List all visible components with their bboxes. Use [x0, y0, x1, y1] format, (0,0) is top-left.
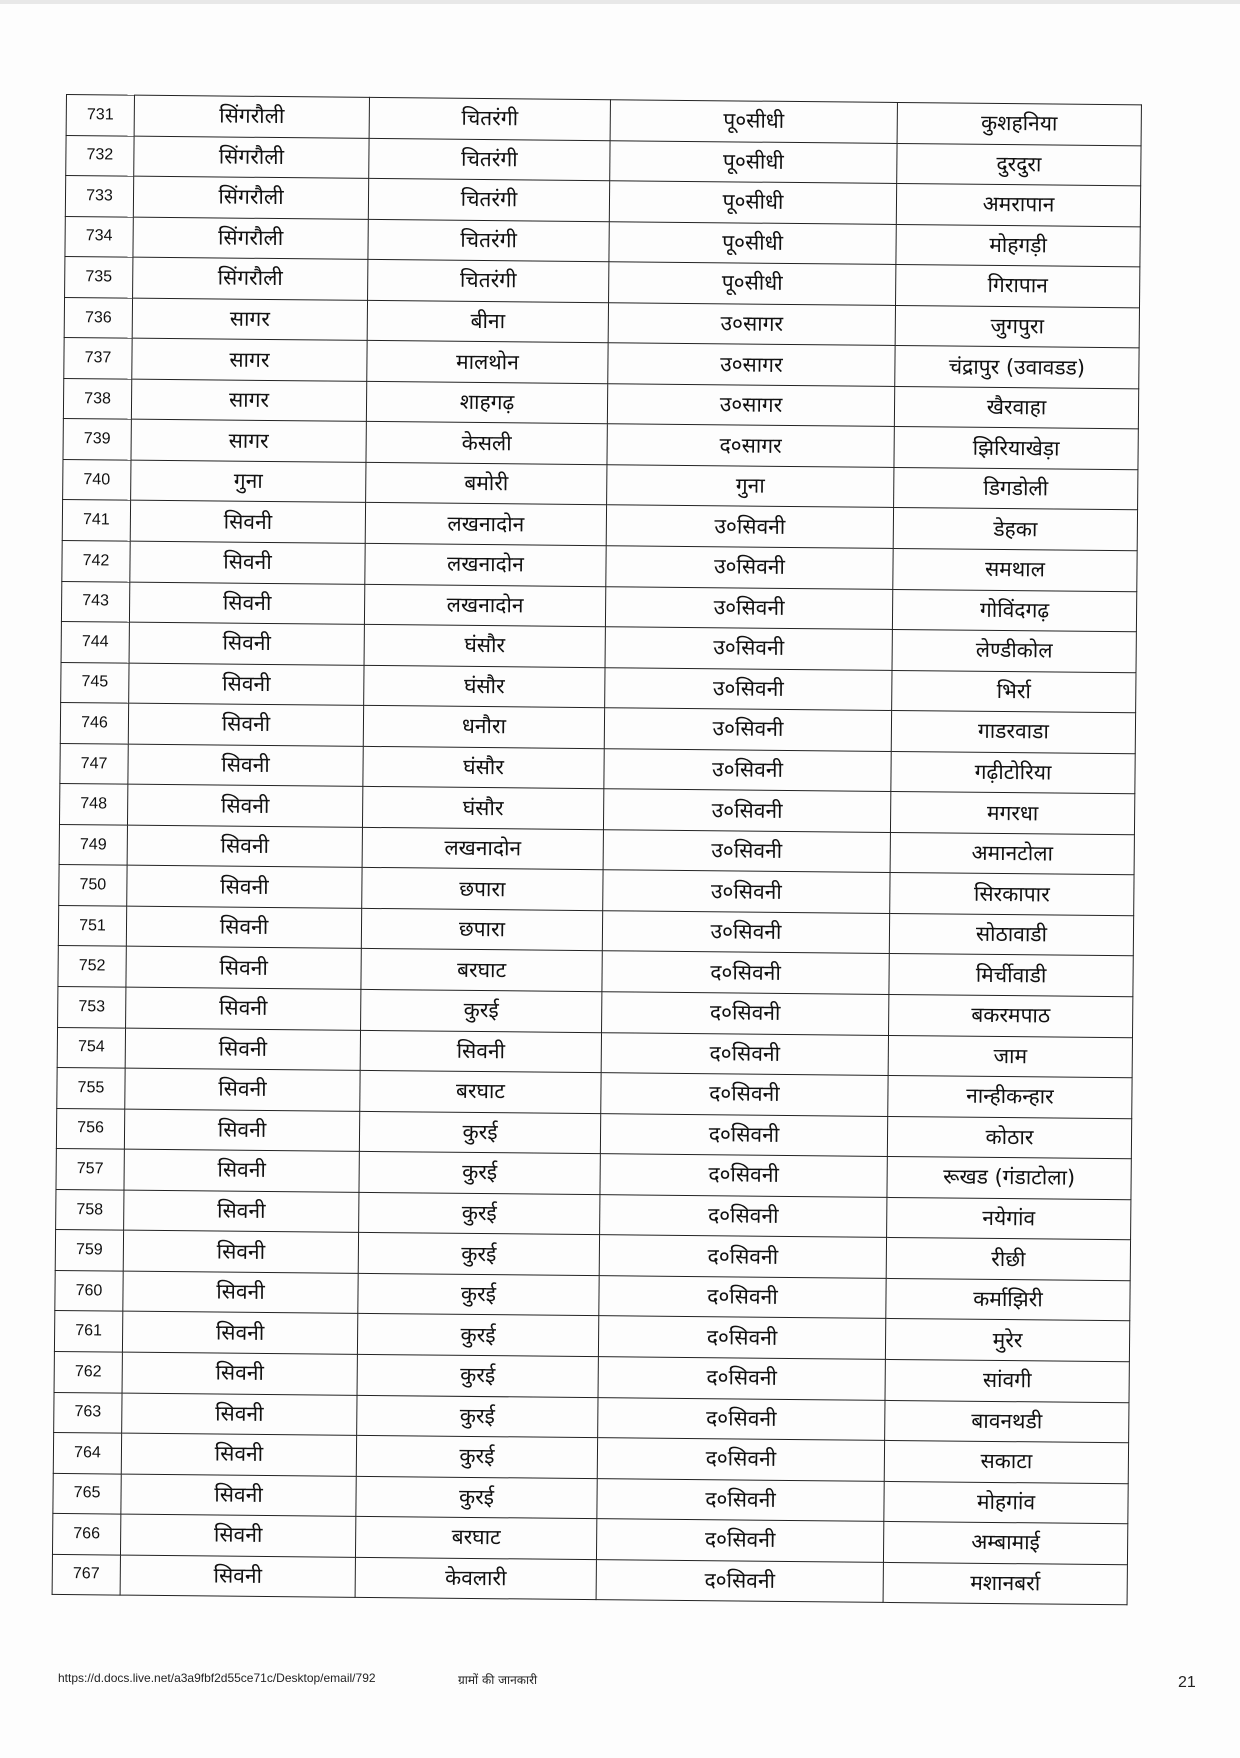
- village-cell: अमानटोला: [890, 832, 1134, 875]
- block-cell: घंसौर: [364, 624, 605, 667]
- village-cell: मगरधा: [890, 792, 1134, 835]
- village-cell: जाम: [888, 1035, 1132, 1078]
- village-cell: गिरापान: [896, 265, 1140, 308]
- block-cell: कुरई: [359, 1192, 600, 1235]
- circle-cell: द०सागर: [607, 424, 894, 467]
- block-cell: कुरई: [358, 1273, 599, 1316]
- serial-number-cell: 759: [55, 1230, 123, 1271]
- circle-cell: उ०सिवनी: [605, 627, 892, 670]
- district-cell: सागर: [131, 379, 366, 422]
- district-cell: सिवनी: [121, 1474, 356, 1517]
- circle-cell: पू०सीधी: [609, 221, 896, 264]
- district-cell: गुना: [131, 460, 366, 503]
- block-cell: कुरई: [359, 1152, 600, 1195]
- circle-cell: द०सिवनी: [599, 1235, 886, 1278]
- district-cell: सिवनी: [130, 501, 365, 544]
- village-cell: गोविंदगढ़: [892, 589, 1136, 632]
- circle-cell: उ०सिवनी: [606, 546, 893, 589]
- serial-number-cell: 767: [52, 1554, 120, 1595]
- serial-number-cell: 766: [52, 1514, 120, 1555]
- serial-number-cell: 744: [61, 622, 129, 663]
- serial-number-cell: 740: [63, 459, 131, 500]
- block-cell: बरघाट: [355, 1516, 596, 1559]
- circle-cell: उ०सागर: [607, 384, 894, 427]
- district-cell: सिवनी: [122, 1393, 357, 1436]
- serial-number-cell: 746: [60, 703, 128, 744]
- block-cell: लखनादोन: [365, 503, 606, 546]
- block-cell: कुरई: [361, 989, 602, 1032]
- district-cell: सिवनी: [120, 1514, 355, 1557]
- village-cell: मोहगांव: [884, 1481, 1128, 1524]
- serial-number-cell: 747: [60, 743, 128, 784]
- footer-url: https://d.docs.live.net/a3a9fbf2d55ce71c/Desktop/email/792: [58, 1671, 376, 1685]
- block-cell: लखनादोन: [365, 543, 606, 586]
- village-cell: चंद्रापुर (उवावडड): [895, 346, 1139, 389]
- village-cell: झिरियाखेड़ा: [894, 427, 1138, 470]
- circle-cell: उ०सागर: [608, 343, 895, 386]
- block-cell: छपारा: [361, 908, 602, 951]
- circle-cell: द०सिवनी: [597, 1478, 884, 1521]
- circle-cell: उ०सिवनी: [604, 708, 891, 751]
- village-cell: अमरापान: [896, 184, 1140, 227]
- circle-cell: उ०सिवनी: [603, 870, 890, 913]
- village-cell: मुरेर: [885, 1319, 1129, 1362]
- village-cell: समथाल: [893, 548, 1137, 591]
- district-cell: सागर: [132, 298, 367, 341]
- village-cell: रीछी: [886, 1238, 1130, 1281]
- block-cell: केवलारी: [355, 1557, 596, 1600]
- block-cell: चितरंगी: [369, 97, 610, 140]
- district-cell: सिवनी: [126, 987, 361, 1030]
- serial-number-cell: 751: [58, 905, 126, 946]
- village-cell: कोठार: [887, 1116, 1131, 1159]
- circle-cell: पू०सीधी: [610, 140, 897, 183]
- village-cell: नयेगांव: [887, 1197, 1131, 1240]
- serial-number-cell: 764: [53, 1432, 121, 1473]
- block-cell: घंसौर: [364, 665, 605, 708]
- district-cell: सिंगरौली: [133, 217, 368, 260]
- serial-number-cell: 743: [61, 581, 129, 622]
- circle-cell: उ०सिवनी: [602, 911, 889, 954]
- serial-number-cell: 745: [61, 662, 129, 703]
- serial-number-cell: 753: [58, 986, 126, 1027]
- block-cell: बमोरी: [366, 462, 607, 505]
- village-cell: गाडरवाडा: [891, 711, 1135, 754]
- block-cell: कुरई: [356, 1435, 597, 1478]
- block-cell: चितरंगी: [368, 260, 609, 303]
- district-cell: सिंगरौली: [133, 176, 368, 219]
- page-number: 21: [1178, 1674, 1196, 1691]
- serial-number-cell: 765: [53, 1473, 121, 1514]
- circle-cell: द०सिवनी: [598, 1357, 885, 1400]
- circle-cell: उ०सिवनी: [603, 830, 890, 873]
- village-cell: नान्हीकन्हार: [888, 1076, 1132, 1119]
- village-cell: कर्माझिरी: [886, 1278, 1130, 1321]
- district-cell: सिवनी: [127, 784, 362, 827]
- serial-number-cell: 733: [65, 176, 133, 217]
- district-cell: सिवनी: [120, 1555, 355, 1598]
- block-cell: बरघाट: [361, 949, 602, 992]
- village-cell: रूखड (गंडाटोला): [887, 1157, 1131, 1200]
- district-cell: सागर: [132, 338, 367, 381]
- block-cell: कुरई: [357, 1395, 598, 1438]
- circle-cell: पू०सीधी: [609, 262, 896, 305]
- village-cell: भिर्रा: [892, 670, 1136, 713]
- block-cell: चितरंगी: [369, 138, 610, 181]
- block-cell: केसली: [366, 422, 607, 465]
- district-cell: सिवनी: [129, 663, 364, 706]
- circle-cell: उ०सिवनी: [603, 789, 890, 832]
- village-cell: कुशहनिया: [897, 102, 1141, 145]
- village-cell: खैरवाहा: [894, 386, 1138, 429]
- district-cell: सिंगरौली: [133, 257, 368, 300]
- circle-cell: द०सिवनी: [598, 1316, 885, 1359]
- district-cell: सिवनी: [121, 1433, 356, 1476]
- district-cell: सिवनी: [127, 825, 362, 868]
- circle-cell: उ०सिवनी: [605, 667, 892, 710]
- serial-number-cell: 738: [63, 378, 131, 419]
- serial-number-cell: 736: [64, 297, 132, 338]
- circle-cell: द०सिवनी: [597, 1438, 884, 1481]
- village-cell: मोहगड़ी: [896, 224, 1140, 267]
- circle-cell: द०सिवनी: [596, 1519, 883, 1562]
- village-cell: जुगपुरा: [895, 305, 1139, 348]
- serial-number-cell: 735: [65, 257, 133, 298]
- block-cell: छपारा: [362, 868, 603, 911]
- village-cell: गढ़ीटोरिया: [891, 751, 1135, 794]
- serial-number-cell: 752: [58, 946, 126, 987]
- village-cell: डेहका: [893, 508, 1137, 551]
- district-cell: सिंगरौली: [134, 136, 369, 179]
- serial-number-cell: 732: [66, 135, 134, 176]
- serial-number-cell: 760: [55, 1270, 123, 1311]
- district-cell: सिवनी: [125, 1068, 360, 1111]
- district-cell: सिवनी: [129, 622, 364, 665]
- block-cell: बीना: [367, 300, 608, 343]
- block-cell: धनौरा: [363, 706, 604, 749]
- village-table: [52, 94, 1142, 1605]
- circle-cell: द०सिवनी: [601, 1073, 888, 1116]
- district-cell: सिवनी: [124, 1190, 359, 1233]
- block-cell: कुरई: [357, 1354, 598, 1397]
- block-cell: शाहगढ़: [366, 381, 607, 424]
- serial-number-cell: 734: [65, 216, 133, 257]
- village-cell: बावनथडी: [885, 1400, 1129, 1443]
- district-cell: सिवनी: [128, 703, 363, 746]
- district-cell: सिवनी: [126, 947, 361, 990]
- village-cell: सिरकापार: [890, 873, 1134, 916]
- village-cell: दुरदुरा: [897, 143, 1141, 186]
- serial-number-cell: 742: [62, 540, 130, 581]
- village-cell: मिर्चीवाडी: [889, 954, 1133, 997]
- serial-number-cell: 741: [62, 500, 130, 541]
- block-cell: कुरई: [359, 1111, 600, 1154]
- district-cell: सिंगरौली: [134, 95, 369, 138]
- block-cell: घंसौर: [362, 787, 603, 830]
- village-table-wrapper: [52, 94, 1136, 1605]
- serial-number-cell: 756: [56, 1108, 124, 1149]
- district-cell: सिवनी: [122, 1352, 357, 1395]
- circle-cell: पू०सीधी: [610, 100, 897, 143]
- circle-cell: द०सिवनी: [600, 1154, 887, 1197]
- village-table-body: [52, 95, 1141, 1605]
- circle-cell: पू०सीधी: [609, 181, 896, 224]
- village-cell: सांवगी: [885, 1359, 1129, 1402]
- serial-number-cell: 749: [59, 824, 127, 865]
- circle-cell: उ०सिवनी: [604, 748, 891, 791]
- circle-cell: द०सिवनी: [602, 951, 889, 994]
- circle-cell: उ०सिवनी: [605, 586, 892, 629]
- district-cell: सिवनी: [123, 1230, 358, 1273]
- block-cell: लखनादोन: [362, 827, 603, 870]
- district-cell: सिवनी: [124, 1109, 359, 1152]
- serial-number-cell: 731: [66, 95, 134, 136]
- district-cell: सिवनी: [124, 1149, 359, 1192]
- serial-number-cell: 763: [54, 1392, 122, 1433]
- serial-number-cell: 750: [59, 865, 127, 906]
- district-cell: सिवनी: [128, 744, 363, 787]
- serial-number-cell: 748: [59, 784, 127, 825]
- serial-number-cell: 737: [64, 338, 132, 379]
- village-cell: सोठावाडी: [889, 913, 1133, 956]
- district-cell: सिवनी: [126, 906, 361, 949]
- district-cell: सिवनी: [123, 1271, 358, 1314]
- block-cell: घंसौर: [363, 746, 604, 789]
- circle-cell: द०सिवनी: [598, 1397, 885, 1440]
- serial-number-cell: 755: [57, 1068, 125, 1109]
- block-cell: बरघाट: [360, 1070, 601, 1113]
- district-cell: सिवनी: [130, 541, 365, 584]
- circle-cell: द०सिवनी: [599, 1276, 886, 1319]
- district-cell: सिवनी: [129, 582, 364, 625]
- circle-cell: उ०सिवनी: [606, 505, 893, 548]
- district-cell: सिवनी: [122, 1312, 357, 1355]
- village-cell: मशानबर्रा: [883, 1562, 1127, 1605]
- village-cell: लेण्डीकोल: [892, 630, 1136, 673]
- village-cell: सकाटा: [884, 1440, 1128, 1483]
- circle-cell: द०सिवनी: [600, 1194, 887, 1237]
- village-cell: अम्बामाई: [883, 1522, 1127, 1565]
- serial-number-cell: 758: [56, 1189, 124, 1230]
- serial-number-cell: 739: [63, 419, 131, 460]
- block-cell: कुरई: [357, 1314, 598, 1357]
- serial-number-cell: 754: [57, 1027, 125, 1068]
- circle-cell: द०सिवनी: [602, 992, 889, 1035]
- block-cell: कुरई: [358, 1233, 599, 1276]
- circle-cell: उ०सागर: [608, 302, 895, 345]
- block-cell: कुरई: [356, 1476, 597, 1519]
- block-cell: चितरंगी: [368, 179, 609, 222]
- district-cell: सागर: [131, 420, 366, 463]
- village-cell: बकरमपाठ: [889, 994, 1133, 1037]
- block-cell: चितरंगी: [368, 219, 609, 262]
- circle-cell: द०सिवनी: [600, 1113, 887, 1156]
- district-cell: सिवनी: [127, 866, 362, 909]
- circle-cell: गुना: [607, 465, 894, 508]
- block-cell: मालथोन: [367, 341, 608, 384]
- district-cell: सिवनी: [125, 1028, 360, 1071]
- serial-number-cell: 761: [54, 1311, 122, 1352]
- circle-cell: द०सिवनी: [596, 1559, 883, 1602]
- scan-edge: [0, 0, 1240, 4]
- circle-cell: द०सिवनी: [601, 1032, 888, 1075]
- footer-title: ग्रामों की जानकारी: [458, 1673, 538, 1687]
- block-cell: सिवनी: [360, 1030, 601, 1073]
- block-cell: लखनादोन: [364, 584, 605, 627]
- village-cell: डिगडोली: [894, 467, 1138, 510]
- serial-number-cell: 757: [56, 1149, 124, 1190]
- serial-number-cell: 762: [54, 1351, 122, 1392]
